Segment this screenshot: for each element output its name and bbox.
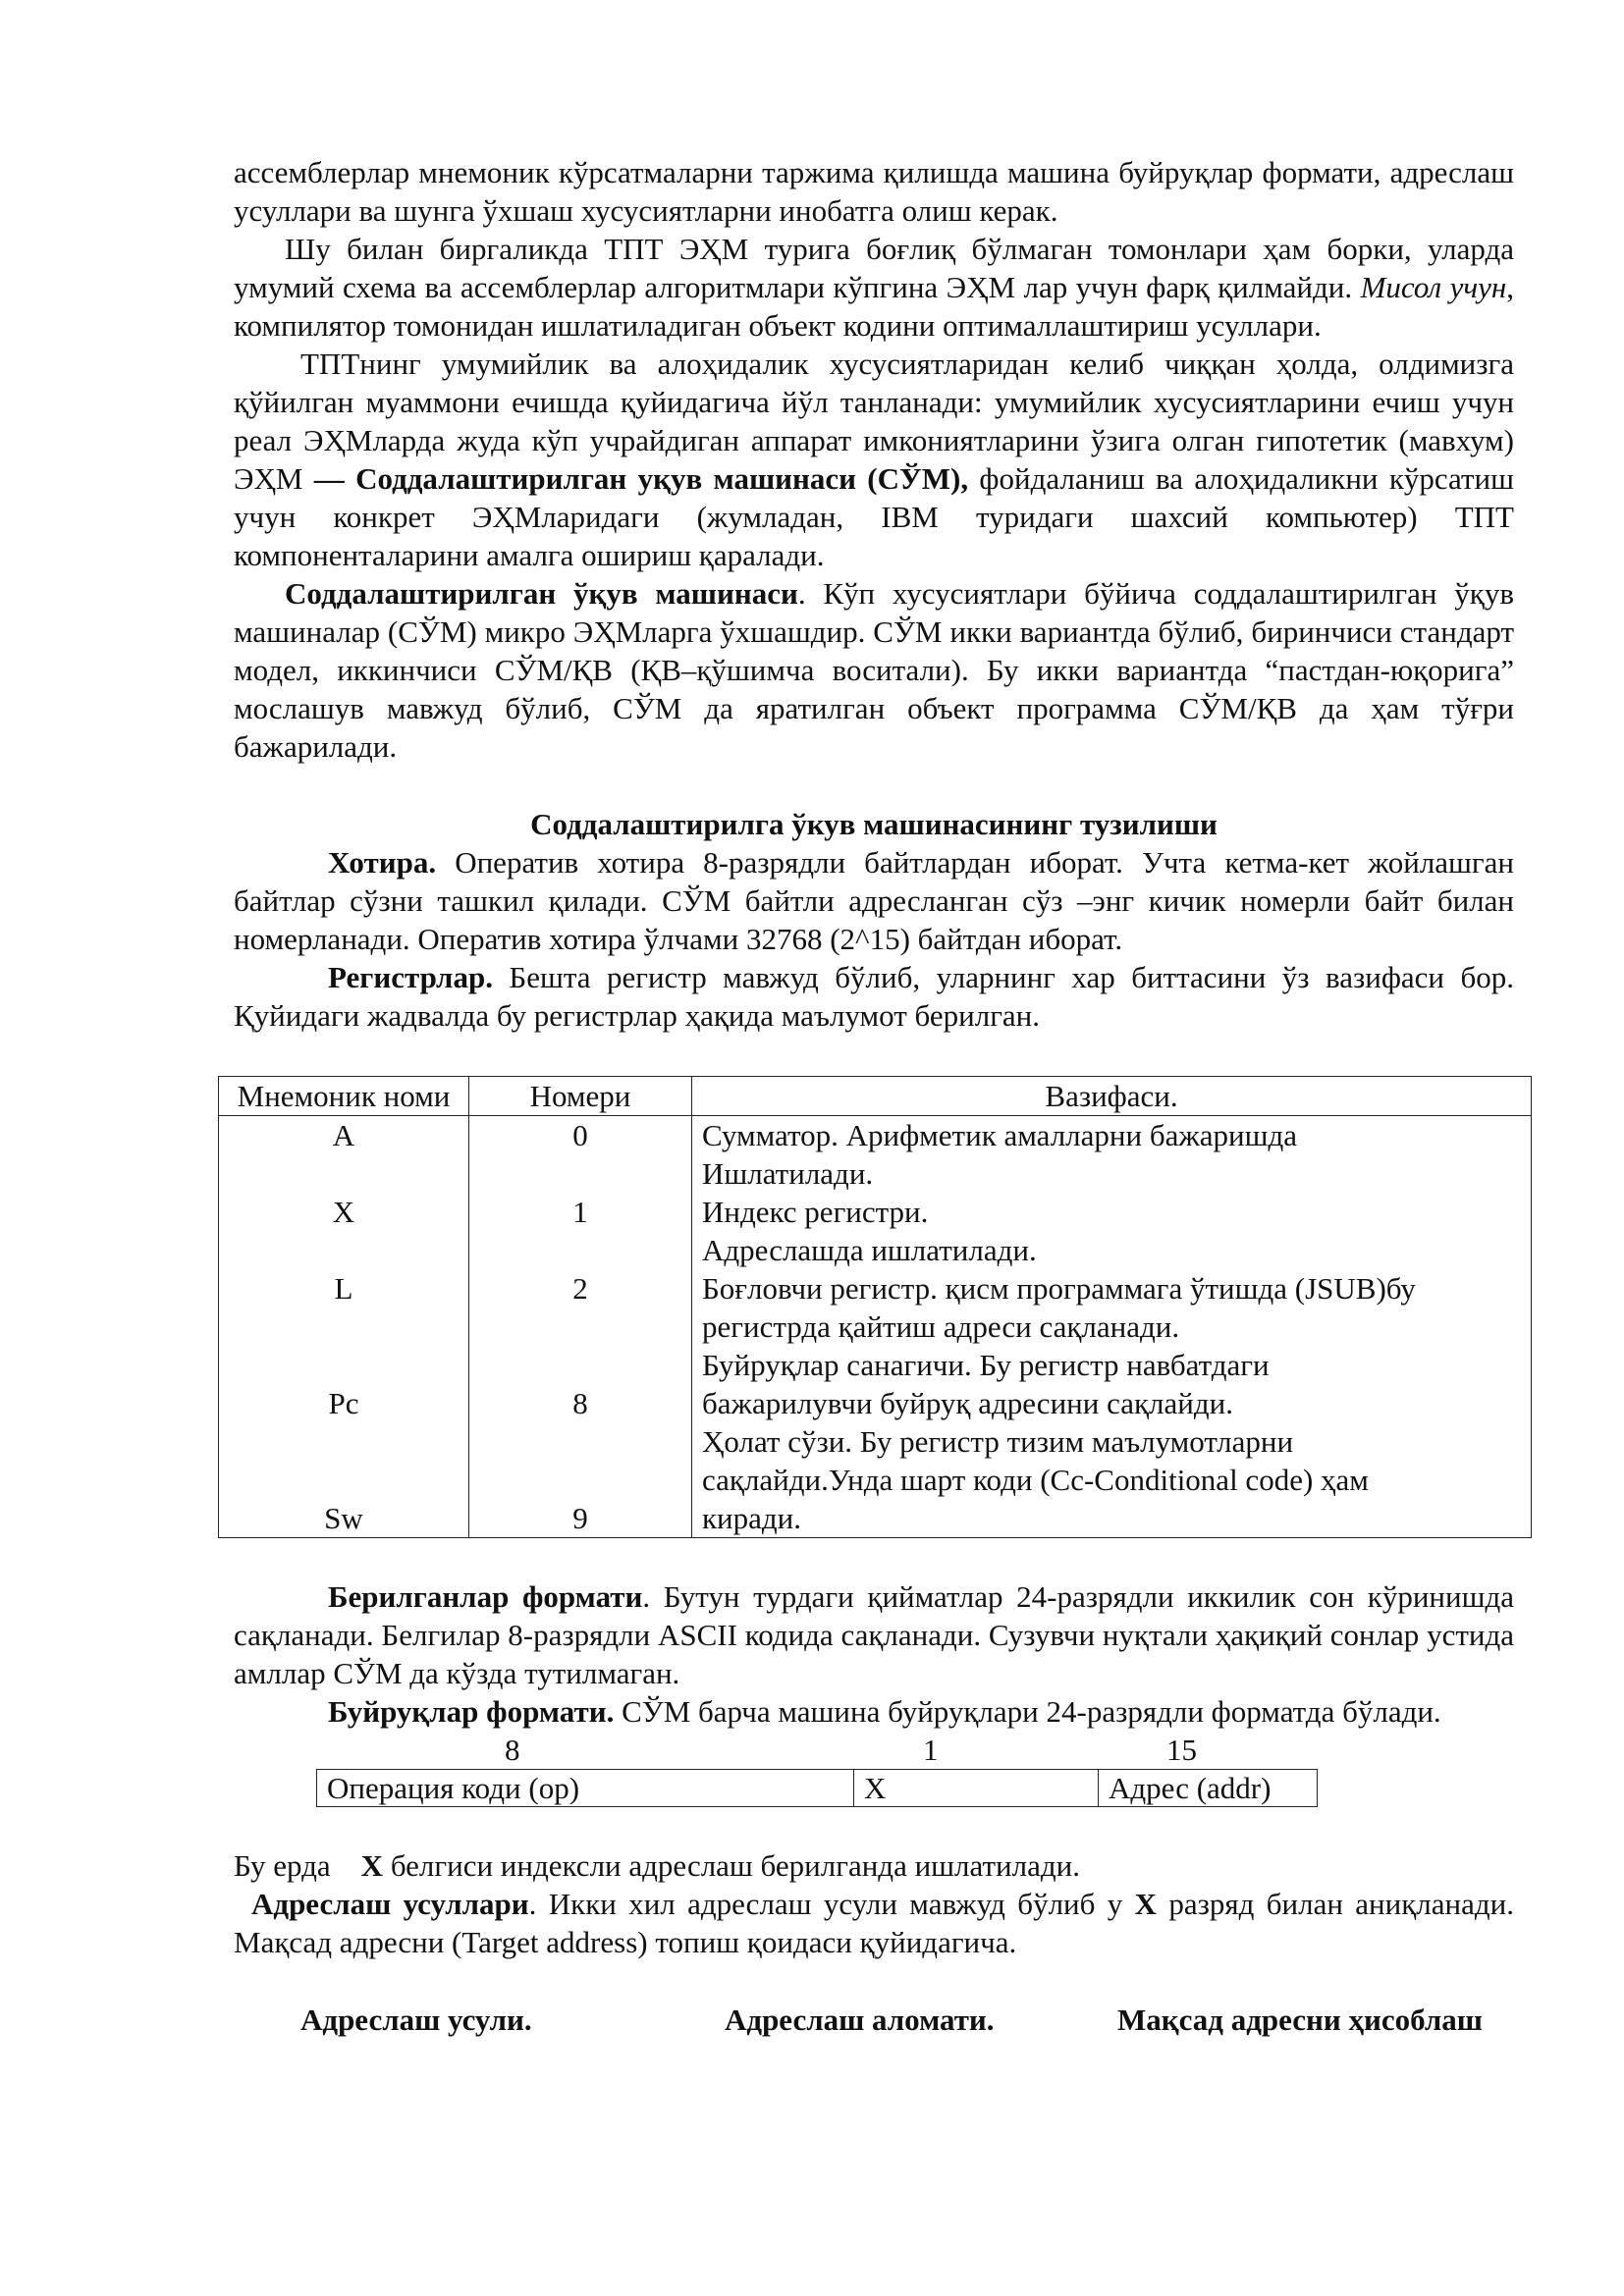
table-header: Номери	[469, 1077, 692, 1116]
paragraph-registers: Регистрлар. Бешта регистр мавжуд бўлиб, уларнинг хар биттасини ўз вазифаси бор. Қуйидаги жадвалда бу регистрлар ҳақида маълумот берилган.	[234, 960, 1514, 1033]
paragraph-addressing: Адреслаш усуллари. Икки хил адреслаш усули мавжуд бўлиб у X разряд билан аниқланади. Мақсад адресни (Target address) топиш қоидаси қуйидагича.	[234, 1887, 1514, 1959]
col-addressing-method: Адреслаш усули.	[300, 2002, 532, 2037]
register-numbers-cell: 0 1 2 8 9	[469, 1116, 692, 1538]
paragraph-1: ассемблерлар мнемоник кўрсатмаларни таржима қилишда машина буйруқлар формати, адреслаш усуллари ва шунга ўхшаш хусусиятларни инобатга олиш керак.	[234, 155, 1514, 228]
format-bit-widths	[234, 1731, 1514, 1769]
bit-width-x: 1	[923, 1733, 939, 1767]
bit-width-op: 8	[505, 1733, 520, 1767]
col-addressing-flag: Адреслаш аломати.	[725, 2002, 995, 2037]
paragraph-4: Соддалаштирилган ўқув машинаси. Кўп хусусиятлари бўйича соддалаштирилган ўқув машиналар (СЎМ) микро ЭҲМларга ўхшашдир. СЎМ икки вариантда бўлиб, биринчиси стандарт модел, иккинчиси СЎМ/ҚВ (ҚВ–қўшимча воситали). Бу икки вариантда “пастдан-юқорига” мослашув мавжуд бўлиб, СЎМ да яратилган объект программа СЎМ/ҚВ да ҳам тўғри бажарилади.	[234, 576, 1514, 764]
register-names-cell: A X L Pc Sw	[219, 1116, 469, 1538]
register-table	[218, 1076, 1532, 1538]
paragraph-index-note: Бу ерда X белгиси индексли адреслаш берилганда ишлатилади.	[234, 1848, 1080, 1883]
field-x: X	[854, 1770, 1099, 1807]
italic-example: Мисол учун	[1360, 270, 1507, 304]
paragraph-data-format: Берилганлар формати. Бутун турдаги қийматлар 24-разрядли иккилик сон кўринишда сақланади. Белгилар 8-разрядли ASCII кодида сақланади. Сузувчи нуқтали ҳақиқий сонлар устида амллар СЎМ да кўзда тутилмаган.	[234, 1579, 1514, 1690]
table-body-row	[219, 1116, 1532, 1538]
field-opcode: Операция коди (op)	[317, 1770, 854, 1807]
field-address: Адрес (addr)	[1099, 1770, 1318, 1807]
register-descriptions-cell: Сумматор. Арифметик амалларни бажаришда Ишлатилади. Индекс регистри. Адреслашда ишлатилади. Боғловчи регистр. қисм программага ўтишда (JSUB)бу регистрда қайтиш адреси сақланади. Буйруқлар санагичи. Бу регистр навбатдаги бажарилувчи буйруқ адресини сақлайди. Ҳолат сўзи. Бу регистр тизим маълумотларни сақлайди.Унда шарт коди (Cc-Conditional code) ҳам киради.	[692, 1116, 1532, 1538]
col-target-address: Мақсад адресни ҳисоблаш	[1117, 2002, 1483, 2037]
paragraph-3: ТПТнинг умумийлик ва алоҳидалик хусусиятларидан келиб чиққан ҳолда, олдимизга қўйилган муаммони ечишда қуйидагича йўл танланади: умумийлик хусусиятларини ечиш учун реал ЭҲМларда жуда кўп учрайдиган аппарат имкониятларини ўзига олган гипотетик (мавхум) ЭҲМ — Соддалаштирилган уқув машинаси (СЎМ), фойдаланиш ва алоҳидаликни кўрсатиш учун конкрет ЭҲМларидаги (жумладан, IBM туридаги шахсий компьютер) ТПТ компоненталарини амалга ошириш қаралади.	[234, 347, 1515, 572]
addressing-column-headers	[234, 2001, 1514, 2039]
paragraph-2: Шу билан биргаликда ТПТ ЭҲМ турига боғлиқ бўлмаган томонлари ҳам борки, уларда умумий схема ва ассемблерлар алгоритмлари кўпгина ЭҲМ лар учун фарқ қилмайди. Мисол учун, компилятор томонидан ишлатиладиган объект кодини оптималлаштириш усуллари.	[234, 232, 1515, 343]
table-header-row	[219, 1077, 1532, 1116]
instruction-format-table	[316, 1769, 1318, 1807]
bit-width-addr: 15	[1166, 1733, 1197, 1767]
paragraph-instruction-format: Буйруқлар формати. СЎМ барча машина буйруқлари 24-разрядли форматда бўлади.	[328, 1694, 1441, 1729]
paragraph-memory: Хотира. Оператив хотира 8-разрядли байтлардан иборат. Учта кетма-кет жойлашган байтлар сўзни ташкил қилади. СЎМ байтли адресланган сўз –энг кичик номерли байт билан номерланади. Оператив хотира ўлчами 32768 (2^15) байтдан иборат.	[234, 845, 1514, 956]
table-header: Мнемоник номи	[219, 1077, 469, 1116]
document-page	[234, 153, 1514, 2039]
table-header: Вазифаси.	[692, 1077, 1532, 1116]
section-heading: Соддалаштирилга ўкув машинасининг тузилиши	[530, 807, 1218, 841]
